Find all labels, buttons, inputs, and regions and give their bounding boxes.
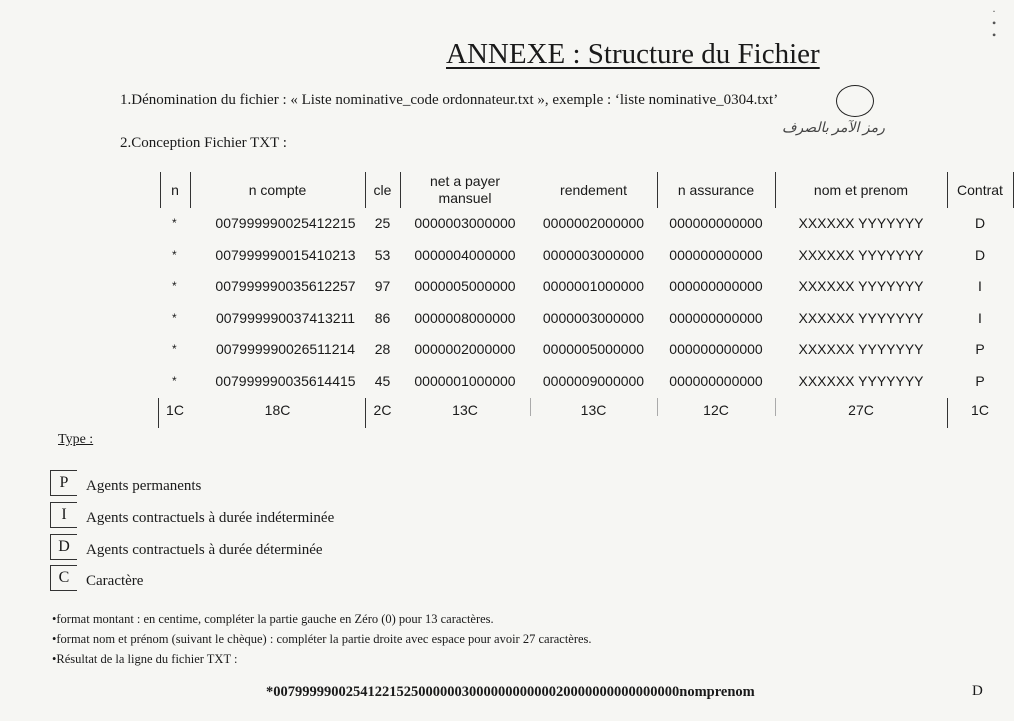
width-label: 2C (373, 402, 392, 418)
table-cell: XXXXXX YYYYYYY (798, 372, 924, 389)
table-cell: 0000005000000 (542, 341, 645, 357)
column-header-cle (365, 182, 400, 199)
table-cell: XXXXXX YYYYYYY (798, 246, 924, 263)
table-cell: P (975, 372, 985, 389)
row-marker: * (172, 310, 177, 325)
table-cell: 007999990037413211 (215, 309, 356, 326)
type-heading: Type : (58, 432, 94, 447)
width-label: 13C (452, 402, 478, 418)
format-note: •Résultat de la ligne du fichier TXT : (52, 652, 238, 666)
table-cell: 86 (374, 309, 391, 326)
page-title: ANNEXE : Structure du Fichier (446, 38, 820, 70)
table-cell: XXXXXX YYYYYYY (798, 341, 924, 357)
table-cell: 000000000000 (669, 372, 763, 389)
row-marker: * (172, 373, 177, 388)
column-header-n (160, 182, 190, 199)
width-label: 12C (703, 402, 729, 418)
table-cell: 000000000000 (669, 246, 763, 263)
column-header-line: cle (373, 182, 392, 198)
table-cell: 97 (374, 278, 391, 294)
type-code-box: P (50, 470, 77, 496)
table-cell: 0000005000000 (414, 278, 516, 294)
column-header-line: n assurance (677, 182, 755, 198)
filename-description (120, 92, 778, 109)
row-marker: * (172, 342, 177, 356)
type-label: Agents contractuels à durée déterminée (86, 542, 323, 558)
type-code-box: I (50, 502, 77, 528)
table-cell: D (974, 215, 986, 231)
table-cell: D (974, 246, 986, 263)
section1-text: « Liste nominative_code ordonnateur.txt », exemple : ‘liste nominative_0304.txt’ (286, 92, 779, 108)
column-header-n-assurance (657, 182, 775, 199)
type-label: Agents contractuels à durée indéterminée (86, 510, 335, 526)
table-cell: 0000001000000 (542, 278, 645, 294)
table-cell: 0000002000000 (414, 341, 516, 357)
margin-marks: · • • (992, 4, 997, 42)
row-marker: * (172, 279, 177, 293)
type-label: Agents permanents (86, 478, 202, 494)
table-cell: 0000004000000 (414, 246, 516, 263)
format-note: •format nom et prénom (suivant le chèque) : compléter la partie droite avec espace pour avoir 27 caractères. (52, 632, 592, 646)
column-header-nom-et-prenom (775, 182, 947, 199)
width-label: 13C (580, 402, 607, 418)
table-cell: 007999990035612257 (215, 278, 356, 294)
table-cell: 0000001000000 (414, 372, 516, 389)
section2-label: 2.Conception Fichier TXT : (120, 135, 287, 151)
column-header-contrat (947, 182, 1013, 199)
column-header-line: nom et prenom (813, 182, 909, 198)
footer-divider (158, 398, 159, 428)
table-cell: 000000000000 (669, 215, 763, 231)
table-cell: I (978, 309, 982, 326)
table-cell: 0000009000000 (542, 372, 645, 389)
width-label: 1C (971, 402, 989, 418)
column-header-line: net a payer (429, 173, 501, 189)
row-marker: * (172, 216, 177, 230)
column-header-line: n (171, 182, 179, 198)
table-cell: XXXXXX YYYYYYY (798, 278, 924, 294)
table-cell: 000000000000 (669, 278, 763, 294)
type-label: Caractère (86, 573, 144, 589)
column-header-line: n compte (248, 182, 307, 198)
table-cell: 25 (374, 215, 391, 231)
section1-label: 1.Dénomination du fichier : (120, 92, 287, 108)
format-note: •format montant : en centime, compléter la partie gauche en Zéro (0) pour 13 caractères. (52, 612, 494, 626)
type-code-box: D (50, 534, 77, 560)
width-label: 1C (166, 402, 184, 418)
table-cell: 007999990015410213 (215, 246, 356, 263)
table-cell: 53 (374, 246, 391, 263)
table-cell: 007999990026511214 (215, 341, 356, 357)
handwritten-note: رمز الآمر بالصرف (782, 121, 885, 136)
column-header-line: rendement (560, 182, 627, 198)
table-cell: P (975, 341, 985, 357)
table-cell: XXXXXX YYYYYYY (798, 309, 924, 326)
table-cell: 0000002000000 (542, 215, 645, 231)
table-cell: XXXXXX YYYYYYY (798, 215, 924, 231)
table-cell: 45 (374, 372, 391, 389)
row-marker: * (172, 247, 177, 262)
table-cell: I (978, 278, 982, 294)
result-contract: D (972, 683, 983, 699)
table-cell: 007999990035614415 (215, 372, 356, 389)
table-cell: 0000003000000 (414, 215, 516, 231)
table-cell: 000000000000 (669, 341, 763, 357)
table-cell: 000000000000 (669, 309, 763, 326)
width-label: 18C (264, 402, 291, 418)
table-cell: 28 (374, 341, 391, 357)
table-cell: 007999990025412215 (215, 215, 356, 231)
table-cell: 0000008000000 (414, 309, 516, 326)
column-header-line: Contrat (957, 182, 1003, 198)
result-line: *00799999002541221525000000300000000000020000000000000000nomprenom (266, 684, 755, 700)
width-label: 27C (848, 402, 874, 418)
column-header-n-compte (190, 182, 365, 199)
column-header-rendement (530, 182, 657, 199)
table-cell: 0000003000000 (542, 309, 645, 326)
column-header-net-a-payer (400, 173, 530, 207)
column-header-line: mansuel (438, 190, 492, 206)
table-cell: 0000003000000 (542, 246, 645, 263)
handwritten-circle (836, 85, 874, 117)
type-code-box: C (50, 565, 77, 591)
